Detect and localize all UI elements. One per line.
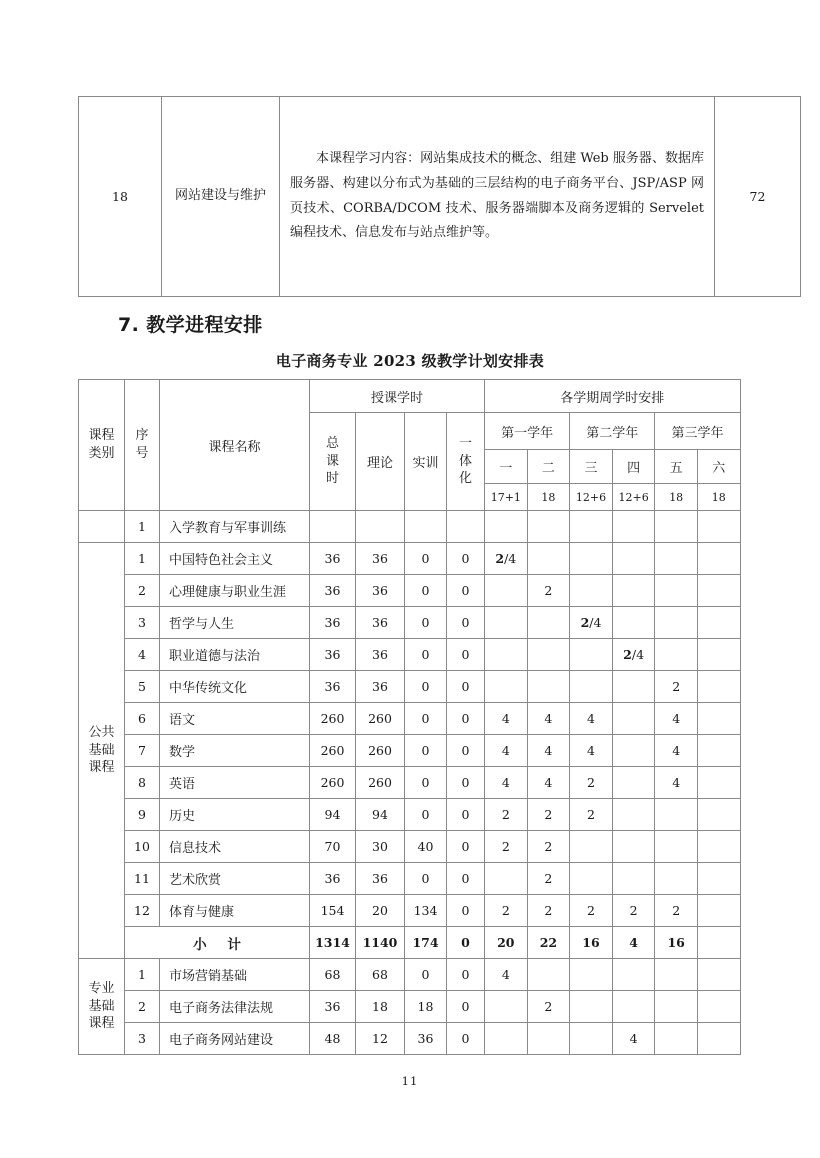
course-index-cell: 1 <box>125 543 160 575</box>
practice-hours-cell: 0 <box>405 799 447 831</box>
header-teaching-hours: 授课学时 <box>310 380 485 413</box>
semester-4-hours-cell <box>612 991 655 1023</box>
table-row <box>79 735 741 767</box>
header-total-hours: 总 课 时 <box>310 413 356 511</box>
integrated-hours-cell <box>447 511 485 543</box>
semester-5-hours-cell: 2 <box>655 671 698 703</box>
theory-hours-cell: 260 <box>356 703 405 735</box>
semester-1-hours-cell <box>485 863 528 895</box>
semester-1-hours-cell: 2 <box>485 831 528 863</box>
course-index-cell: 4 <box>125 639 160 671</box>
semester-3-hours-cell <box>570 671 613 703</box>
header-weeks-3: 12+6 <box>570 484 613 511</box>
practice-hours-cell: 0 <box>405 863 447 895</box>
subtotal-practice-hours-cell: 174 <box>405 927 447 959</box>
semester-6-hours-cell <box>697 831 740 863</box>
header-theory-hours: 理论 <box>356 413 405 511</box>
table-row <box>79 895 741 927</box>
theory-hours-cell: 30 <box>356 831 405 863</box>
semester-4-hours-cell <box>612 831 655 863</box>
practice-hours-cell: 134 <box>405 895 447 927</box>
table-row <box>79 991 741 1023</box>
semester-3-hours-cell: 4 <box>570 735 613 767</box>
weekly-hours-fraction: 2/4 <box>580 615 602 630</box>
semester-5-hours-cell: 2 <box>655 895 698 927</box>
table-row <box>79 767 741 799</box>
table-row <box>79 1023 741 1055</box>
subtotal-row <box>79 927 741 959</box>
integrated-hours-cell: 0 <box>447 959 485 991</box>
semester-3-hours-cell <box>570 831 613 863</box>
theory-hours-cell: 260 <box>356 767 405 799</box>
semester-5-hours-cell: 4 <box>655 735 698 767</box>
semester-2-hours-cell: 2 <box>527 895 570 927</box>
subtotal-integrated-hours-cell: 0 <box>447 927 485 959</box>
semester-3-hours-cell <box>570 1023 613 1055</box>
course-index-cell: 5 <box>125 671 160 703</box>
course-hours-cell: 72 <box>715 97 801 297</box>
semester-6-hours-cell <box>697 799 740 831</box>
total-hours-cell: 94 <box>310 799 356 831</box>
total-hours-cell <box>310 511 356 543</box>
semester-6-hours-cell <box>697 703 740 735</box>
course-name-cell: 中华传统文化 <box>160 671 310 703</box>
semester-3-hours-cell: 2 <box>570 767 613 799</box>
semester-2-hours-cell: 2 <box>527 799 570 831</box>
semester-2-hours-cell <box>527 607 570 639</box>
table-row <box>79 607 741 639</box>
header-row-1 <box>79 380 741 413</box>
semester-3-hours-cell <box>570 607 613 639</box>
header-semester-group: 各学期周学时安排 <box>485 380 741 413</box>
header-year-2: 第二学年 <box>570 413 655 450</box>
semester-1-hours-cell <box>485 991 528 1023</box>
course-category-line: 公共 <box>88 725 115 741</box>
semester-4-hours-cell: 4 <box>612 1023 655 1055</box>
course-description-cell: 本课程学习内容：网站集成技术的概念、组建 Web 服务器、数据库服务器、构建以分布式为基础的三层结构的电子商务平台、JSP/ASP 网页技术、CORBA/DCOM 技术、服务器端脚本及商务逻辑的 Servelet 编程技术、信息发布与站点维护等。 <box>280 97 715 297</box>
semester-6-hours-cell <box>697 895 740 927</box>
header-semester-5: 五 <box>655 450 698 484</box>
semester-3-hours-cell: 2 <box>570 895 613 927</box>
page-number: 11 <box>401 1074 419 1088</box>
header-year-1: 第一学年 <box>485 413 570 450</box>
table-row <box>79 959 741 991</box>
semester-4-hours-cell <box>612 607 655 639</box>
course-category-cell <box>79 543 125 959</box>
total-hours-cell: 36 <box>310 607 356 639</box>
semester-6-hours-cell <box>697 991 740 1023</box>
theory-hours-cell: 36 <box>356 863 405 895</box>
total-hours-cell: 36 <box>310 671 356 703</box>
semester-4-hours-cell <box>612 671 655 703</box>
total-hours-cell: 154 <box>310 895 356 927</box>
course-name-cell: 哲学与人生 <box>160 607 310 639</box>
semester-4-hours-cell <box>612 767 655 799</box>
semester-2-hours-cell <box>527 1023 570 1055</box>
integrated-hours-cell: 0 <box>447 671 485 703</box>
table-row <box>79 799 741 831</box>
semester-5-hours-cell <box>655 799 698 831</box>
subtotal-semester-6-cell <box>697 927 740 959</box>
practice-hours-cell: 0 <box>405 543 447 575</box>
table-body <box>79 511 741 1055</box>
course-name-cell: 电子商务法律法规 <box>160 991 310 1023</box>
semester-1-hours-cell <box>485 607 528 639</box>
total-hours-cell: 36 <box>310 639 356 671</box>
practice-hours-cell: 40 <box>405 831 447 863</box>
integrated-hours-cell: 0 <box>447 703 485 735</box>
weekly-hours-fraction: 2/4 <box>495 551 517 566</box>
subtotal-semester-2-cell: 22 <box>527 927 570 959</box>
course-index-cell: 2 <box>125 991 160 1023</box>
integrated-hours-cell: 0 <box>447 831 485 863</box>
course-name-cell: 体育与健康 <box>160 895 310 927</box>
course-category-line: 课程 <box>88 1016 115 1032</box>
semester-1-hours-cell <box>485 543 528 575</box>
course-name-cell: 中国特色社会主义 <box>160 543 310 575</box>
semester-4-hours-cell: 2 <box>612 895 655 927</box>
semester-1-hours-cell: 4 <box>485 767 528 799</box>
semester-6-hours-cell <box>697 1023 740 1055</box>
semester-1-hours-cell: 4 <box>485 735 528 767</box>
header-index: 序 号 <box>125 380 160 511</box>
course-description-table <box>78 96 801 297</box>
subtotal-semester-5-cell: 16 <box>655 927 698 959</box>
course-index-cell: 2 <box>125 575 160 607</box>
integrated-hours-cell: 0 <box>447 607 485 639</box>
table-row <box>79 511 741 543</box>
theory-hours-cell: 36 <box>356 607 405 639</box>
semester-5-hours-cell <box>655 511 698 543</box>
table-row <box>79 671 741 703</box>
header-integrated-hours: 一 体 化 <box>447 413 485 511</box>
header-semester-3: 三 <box>570 450 613 484</box>
subtotal-theory-hours-cell: 1140 <box>356 927 405 959</box>
course-index-cell: 10 <box>125 831 160 863</box>
semester-2-hours-cell: 2 <box>527 831 570 863</box>
course-name-cell: 信息技术 <box>160 831 310 863</box>
semester-6-hours-cell <box>697 639 740 671</box>
course-index-cell: 9 <box>125 799 160 831</box>
table-row <box>79 97 801 297</box>
practice-hours-cell: 0 <box>405 735 447 767</box>
table-row <box>79 639 741 671</box>
semester-2-hours-cell: 4 <box>527 703 570 735</box>
total-hours-cell: 36 <box>310 575 356 607</box>
course-index-cell: 7 <box>125 735 160 767</box>
course-category-cell <box>79 511 125 543</box>
course-category-line: 基础 <box>88 998 115 1014</box>
semester-6-hours-cell <box>697 735 740 767</box>
total-hours-cell: 36 <box>310 863 356 895</box>
semester-6-hours-cell <box>697 671 740 703</box>
course-index-cell: 1 <box>125 959 160 991</box>
semester-1-hours-cell: 2 <box>485 895 528 927</box>
integrated-hours-cell: 0 <box>447 863 485 895</box>
teaching-plan-table <box>78 379 741 1055</box>
semester-5-hours-cell <box>655 543 698 575</box>
total-hours-cell: 36 <box>310 543 356 575</box>
practice-hours-cell: 0 <box>405 703 447 735</box>
semester-5-hours-cell <box>655 575 698 607</box>
semester-1-hours-cell: 2 <box>485 799 528 831</box>
total-hours-cell: 36 <box>310 991 356 1023</box>
theory-hours-cell: 36 <box>356 639 405 671</box>
header-weeks-4: 12+6 <box>612 484 655 511</box>
theory-hours-cell: 12 <box>356 1023 405 1055</box>
semester-5-hours-cell <box>655 639 698 671</box>
integrated-hours-cell: 0 <box>447 1023 485 1055</box>
course-name-cell: 心理健康与职业生涯 <box>160 575 310 607</box>
table-header <box>79 380 741 511</box>
integrated-hours-cell: 0 <box>447 575 485 607</box>
semester-2-hours-cell <box>527 639 570 671</box>
semester-4-hours-cell <box>612 735 655 767</box>
semester-5-hours-cell <box>655 831 698 863</box>
course-name-cell: 艺术欣赏 <box>160 863 310 895</box>
semester-5-hours-cell <box>655 991 698 1023</box>
practice-hours-cell: 36 <box>405 1023 447 1055</box>
semester-2-hours-cell: 4 <box>527 735 570 767</box>
weekly-hours-denominator: /4 <box>504 551 517 566</box>
semester-5-hours-cell <box>655 863 698 895</box>
practice-hours-cell: 0 <box>405 671 447 703</box>
total-hours-cell: 260 <box>310 703 356 735</box>
course-index-cell: 12 <box>125 895 160 927</box>
integrated-hours-cell: 0 <box>447 639 485 671</box>
semester-2-hours-cell: 4 <box>527 767 570 799</box>
table-row <box>79 543 741 575</box>
weekly-hours-denominator: /4 <box>589 615 602 630</box>
semester-2-hours-cell <box>527 959 570 991</box>
semester-4-hours-cell <box>612 863 655 895</box>
course-category-cell <box>79 959 125 1055</box>
semester-2-hours-cell: 2 <box>527 991 570 1023</box>
semester-5-hours-cell: 4 <box>655 703 698 735</box>
course-category-line: 基础 <box>88 742 115 758</box>
semester-6-hours-cell <box>697 767 740 799</box>
semester-6-hours-cell <box>697 863 740 895</box>
course-name-cell: 市场营销基础 <box>160 959 310 991</box>
semester-5-hours-cell <box>655 1023 698 1055</box>
practice-hours-cell: 0 <box>405 959 447 991</box>
course-index-cell: 3 <box>125 1023 160 1055</box>
semester-1-hours-cell <box>485 575 528 607</box>
semester-1-hours-cell: 4 <box>485 703 528 735</box>
integrated-hours-cell: 0 <box>447 799 485 831</box>
semester-3-hours-cell: 4 <box>570 703 613 735</box>
semester-5-hours-cell: 4 <box>655 767 698 799</box>
theory-hours-cell: 68 <box>356 959 405 991</box>
weekly-hours-fraction: 2/4 <box>623 647 645 662</box>
section-heading: 7. 教学进程安排 <box>118 314 263 336</box>
semester-1-hours-cell <box>485 639 528 671</box>
table-row <box>79 703 741 735</box>
header-category: 课程 类别 <box>79 380 125 511</box>
semester-3-hours-cell <box>570 543 613 575</box>
semester-1-hours-cell <box>485 671 528 703</box>
course-name-cell: 数学 <box>160 735 310 767</box>
semester-4-hours-cell <box>612 575 655 607</box>
semester-3-hours-cell <box>570 511 613 543</box>
header-semester-6: 六 <box>697 450 740 484</box>
integrated-hours-cell: 0 <box>447 991 485 1023</box>
course-index-cell: 11 <box>125 863 160 895</box>
integrated-hours-cell: 0 <box>447 543 485 575</box>
semester-6-hours-cell <box>697 607 740 639</box>
semester-2-hours-cell: 2 <box>527 575 570 607</box>
course-index-cell: 6 <box>125 703 160 735</box>
theory-hours-cell: 36 <box>356 575 405 607</box>
semester-3-hours-cell <box>570 575 613 607</box>
practice-hours-cell: 0 <box>405 607 447 639</box>
semester-5-hours-cell <box>655 959 698 991</box>
header-weeks-2: 18 <box>527 484 570 511</box>
course-category-line: 专业 <box>88 981 115 997</box>
weekly-hours-denominator: /4 <box>631 647 645 662</box>
header-weeks-6: 18 <box>697 484 740 511</box>
course-number-cell: 18 <box>79 97 162 297</box>
subtotal-total-hours-cell: 1314 <box>310 927 356 959</box>
semester-5-hours-cell <box>655 607 698 639</box>
semester-4-hours-cell <box>612 799 655 831</box>
subtotal-semester-3-cell: 16 <box>570 927 613 959</box>
course-name-cell: 英语 <box>160 767 310 799</box>
semester-2-hours-cell <box>527 671 570 703</box>
integrated-hours-cell: 0 <box>447 735 485 767</box>
course-name-cell: 入学教育与军事训练 <box>160 511 310 543</box>
practice-hours-cell: 0 <box>405 575 447 607</box>
semester-2-hours-cell: 2 <box>527 863 570 895</box>
practice-hours-cell <box>405 511 447 543</box>
course-name-cell: 网站建设与维护 <box>162 97 280 297</box>
course-name-cell: 电子商务网站建设 <box>160 1023 310 1055</box>
total-hours-cell: 70 <box>310 831 356 863</box>
total-hours-cell: 48 <box>310 1023 356 1055</box>
theory-hours-cell: 260 <box>356 735 405 767</box>
semester-4-hours-cell <box>612 543 655 575</box>
table-caption: 电子商务专业 2023 级教学计划安排表 <box>275 352 545 370</box>
course-name-cell: 职业道德与法治 <box>160 639 310 671</box>
header-year-3: 第三学年 <box>655 413 740 450</box>
subtotal-label-cell: 小 计 <box>125 927 310 959</box>
total-hours-cell: 260 <box>310 735 356 767</box>
semester-1-hours-cell <box>485 1023 528 1055</box>
total-hours-cell: 260 <box>310 767 356 799</box>
semester-4-hours-cell <box>612 703 655 735</box>
semester-6-hours-cell <box>697 543 740 575</box>
semester-6-hours-cell <box>697 575 740 607</box>
header-semester-4: 四 <box>612 450 655 484</box>
semester-3-hours-cell <box>570 639 613 671</box>
course-index-cell: 1 <box>125 511 160 543</box>
subtotal-semester-1-cell: 20 <box>485 927 528 959</box>
theory-hours-cell: 36 <box>356 543 405 575</box>
header-semester-1: 一 <box>485 450 528 484</box>
theory-hours-cell: 94 <box>356 799 405 831</box>
integrated-hours-cell: 0 <box>447 895 485 927</box>
semester-4-hours-cell <box>612 959 655 991</box>
header-course-name: 课程名称 <box>160 380 310 511</box>
theory-hours-cell: 18 <box>356 991 405 1023</box>
table-row <box>79 831 741 863</box>
table-row <box>79 575 741 607</box>
course-index-cell: 8 <box>125 767 160 799</box>
practice-hours-cell: 0 <box>405 767 447 799</box>
header-weeks-5: 18 <box>655 484 698 511</box>
semester-1-hours-cell <box>485 511 528 543</box>
semester-6-hours-cell <box>697 959 740 991</box>
semester-2-hours-cell <box>527 511 570 543</box>
header-weeks-1: 17+1 <box>485 484 528 511</box>
semester-1-hours-cell: 4 <box>485 959 528 991</box>
header-semester-2: 二 <box>527 450 570 484</box>
integrated-hours-cell: 0 <box>447 767 485 799</box>
header-practice-hours: 实训 <box>405 413 447 511</box>
semester-2-hours-cell <box>527 543 570 575</box>
semester-3-hours-cell <box>570 991 613 1023</box>
subtotal-semester-4-cell: 4 <box>612 927 655 959</box>
total-hours-cell: 68 <box>310 959 356 991</box>
semester-3-hours-cell: 2 <box>570 799 613 831</box>
practice-hours-cell: 18 <box>405 991 447 1023</box>
theory-hours-cell: 36 <box>356 671 405 703</box>
course-category-line: 课程 <box>88 760 115 776</box>
course-name-cell: 历史 <box>160 799 310 831</box>
semester-4-hours-cell <box>612 511 655 543</box>
theory-hours-cell: 20 <box>356 895 405 927</box>
semester-3-hours-cell <box>570 959 613 991</box>
semester-4-hours-cell <box>612 639 655 671</box>
course-index-cell: 3 <box>125 607 160 639</box>
practice-hours-cell: 0 <box>405 639 447 671</box>
course-name-cell: 语文 <box>160 703 310 735</box>
table-row <box>79 863 741 895</box>
semester-6-hours-cell <box>697 511 740 543</box>
theory-hours-cell <box>356 511 405 543</box>
semester-3-hours-cell <box>570 863 613 895</box>
